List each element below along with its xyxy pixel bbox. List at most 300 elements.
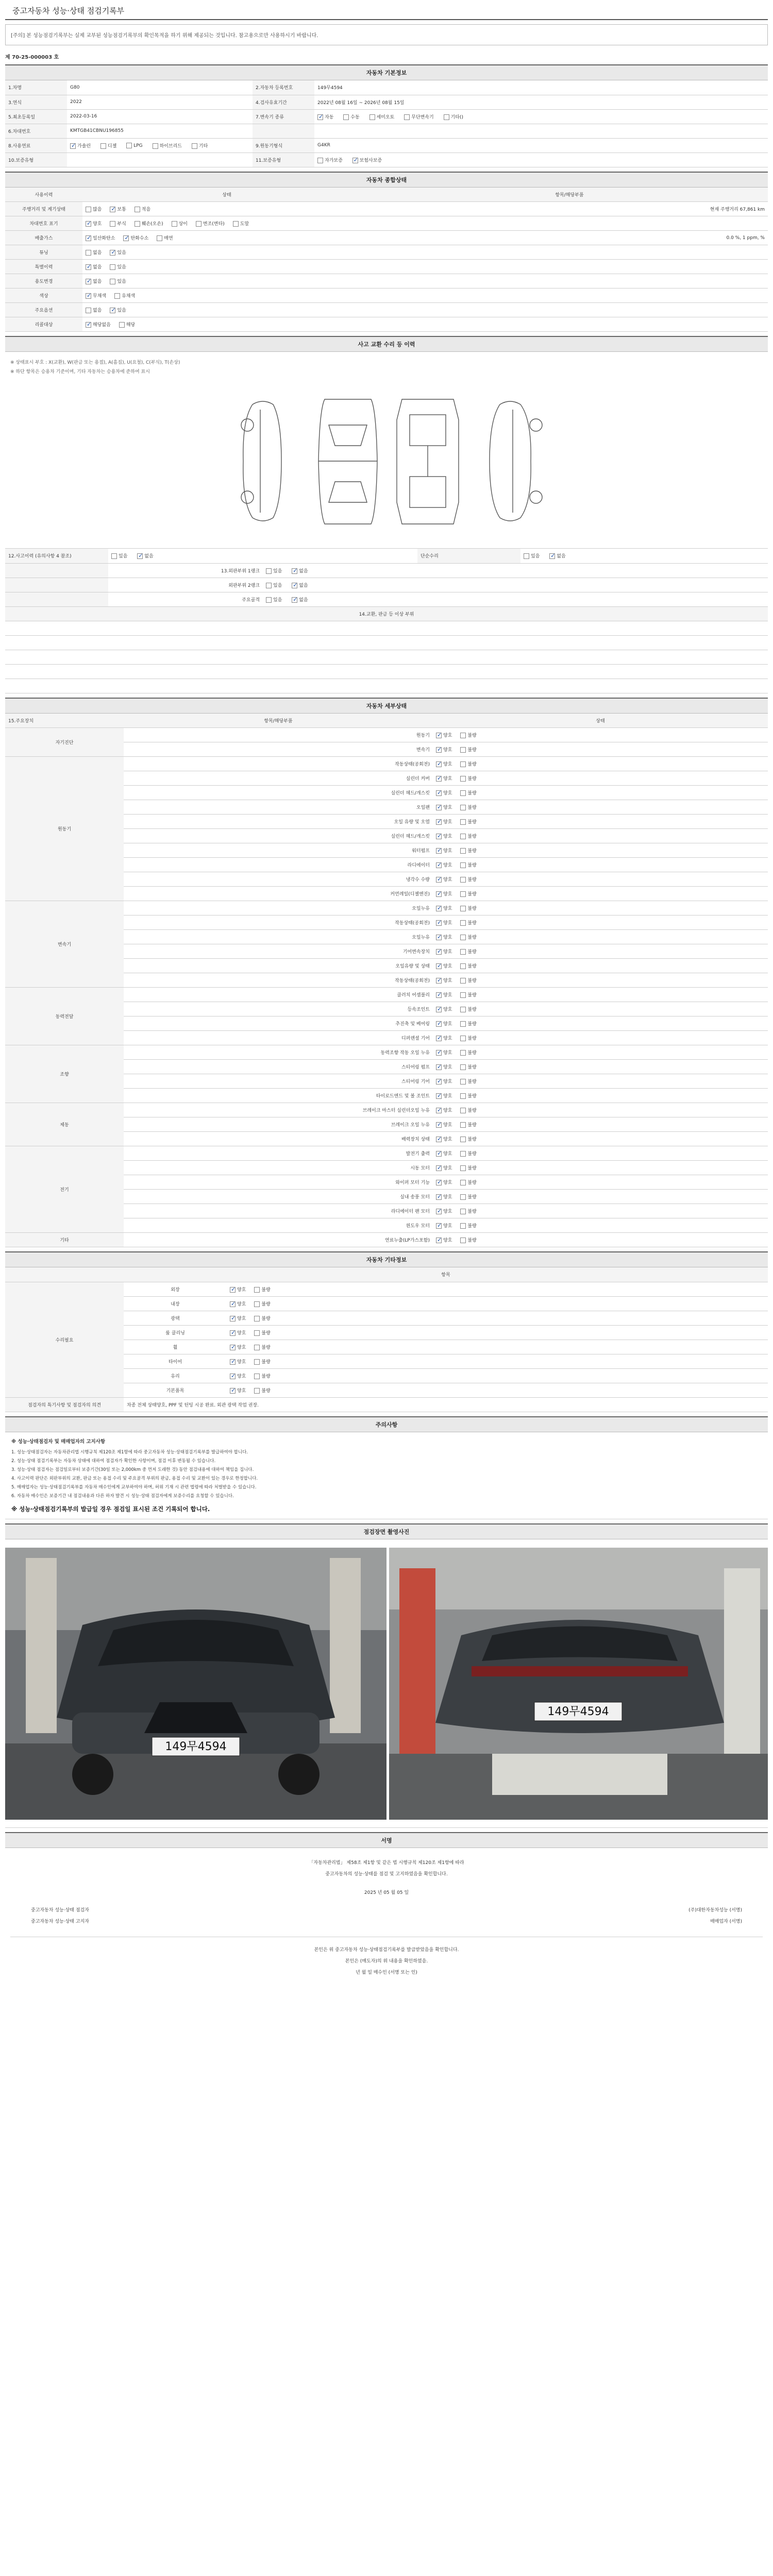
checkbox-option: 불량	[460, 861, 476, 868]
checkbox-option: 없음	[86, 307, 102, 313]
checkbox-icon	[436, 935, 442, 940]
state-cell	[227, 1354, 768, 1368]
field-label: 주요골격	[108, 592, 263, 606]
field-label: 8.사용연료	[5, 138, 67, 152]
item-label: 오일 유량 및 오염	[124, 815, 433, 829]
checkbox-icon	[230, 1316, 236, 1321]
checkbox-icon	[436, 1122, 442, 1128]
checkbox-icon	[254, 1374, 260, 1379]
table-row	[5, 988, 768, 1002]
state-cell	[433, 1146, 768, 1161]
field-value: 2022	[67, 95, 253, 109]
checkbox-icon	[460, 906, 466, 911]
statement-line: 「자동차관리법」 제58조 제1항 및 같은 법 시행규칙 제120조 제1항에 따라	[309, 1860, 464, 1866]
checkbox-option: ✓ 양호	[436, 1150, 452, 1157]
state-cell	[433, 973, 768, 988]
field-label: 9.원동기형식	[253, 138, 314, 152]
checkbox-icon	[230, 1374, 236, 1379]
checkbox-option: ✓ 양호	[436, 746, 452, 753]
state-cell	[433, 901, 768, 916]
basic-info-header: 자동차 기본정보	[5, 65, 768, 80]
table-row	[5, 231, 768, 245]
checkbox-icon	[86, 207, 91, 212]
table-row	[5, 563, 768, 578]
note-cell	[371, 303, 768, 317]
checkbox-icon	[254, 1330, 260, 1336]
item-label: 윈도우 모터	[124, 1218, 433, 1233]
checkbox-option: ✓ 양호	[436, 818, 452, 825]
checkbox-icon	[460, 1223, 466, 1229]
state-cell	[433, 1233, 768, 1247]
checkbox-option: ✓ 양호	[230, 1358, 246, 1365]
checkbox-option: ✓ 양호	[436, 1208, 452, 1214]
checkbox-icon	[460, 1064, 466, 1070]
checkbox-option: 불량	[460, 1092, 476, 1099]
table-row	[5, 1146, 768, 1161]
state-cell	[433, 1190, 768, 1204]
checkbox-option: 불량	[254, 1344, 270, 1350]
checkbox-icon	[436, 1223, 442, 1229]
precautions-header: 주의사항	[5, 1417, 768, 1432]
table-row	[5, 317, 768, 332]
checkbox-option: 불량	[460, 1222, 476, 1229]
item-label: 오일누유	[124, 901, 433, 916]
checkbox-option: ✓ 양호	[436, 789, 452, 796]
table-row	[5, 109, 768, 124]
checkbox-option: 불량	[460, 1063, 476, 1070]
checkbox-icon	[86, 308, 91, 313]
photos-area	[5, 1539, 768, 1828]
table-row	[5, 901, 768, 916]
checkbox-icon	[266, 597, 272, 603]
checkbox-icon	[460, 776, 466, 782]
checkbox-icon	[110, 250, 115, 256]
table-row	[5, 245, 768, 260]
detail-condition-section	[5, 698, 768, 1248]
checkbox-icon	[436, 1079, 442, 1084]
checkbox-option: ✓ 양호	[436, 760, 452, 767]
item-label: 등속조인트	[124, 1002, 433, 1016]
state-cell	[433, 757, 768, 771]
checkbox-option: 부식	[110, 220, 126, 227]
checkbox-icon	[436, 963, 442, 969]
checkbox-option: ✓ 일산화탄소	[86, 234, 115, 241]
item-label: 실린더 헤드/개스킷	[124, 786, 433, 800]
accident-history-header: 사고 교환 수리 등 이력	[5, 337, 768, 352]
item-label: 브레이크 오일 누유	[124, 1117, 433, 1132]
checkbox-option: 불량	[460, 789, 476, 796]
table-header-row	[5, 1267, 768, 1282]
checkbox-icon	[436, 1151, 442, 1157]
opinion-label: 점검자의 특기사항 및 점검자의 의견	[5, 1397, 124, 1412]
checkbox-option: ✓ 있음	[110, 249, 126, 256]
group-label: 수리필요	[5, 1282, 124, 1397]
checkbox-icon	[460, 1021, 466, 1027]
checkbox-option: 유채색	[114, 292, 135, 299]
item-label: 실린더 커버	[124, 771, 433, 786]
state-cell	[433, 742, 768, 757]
checkbox-icon	[196, 221, 201, 227]
precaution-line: 4. 사고이력 판단은 외판부위의 교환, 판금 또는 용접 수리 및 주요골격 부위의 판금, 용접 수리 및 교환이 있는 경우로 한정합니다.	[11, 1476, 258, 1481]
table-row	[5, 289, 768, 303]
state-cell	[433, 959, 768, 973]
license-plate-text: 149무4594	[165, 1740, 227, 1753]
checkbox-option: 변조(변타)	[196, 220, 225, 227]
field-label: 외판부위 2랭크	[108, 578, 263, 592]
opinion-text: 차종 전체 상태양호, PPF 및 틴팅 시공 완료. 외관 광택 작업 권장.	[124, 1397, 768, 1412]
checkbox-option: 불량	[460, 732, 476, 738]
checkbox-icon	[436, 1064, 442, 1070]
group-label: 기타	[5, 1233, 124, 1247]
note-cell	[371, 216, 768, 231]
checkbox-option: 있음	[110, 278, 126, 284]
row-label: 주요옵션	[5, 303, 82, 317]
table-header-row	[5, 188, 768, 202]
state-cell	[433, 1060, 768, 1074]
field-label: 3.연식	[5, 95, 67, 109]
detail-condition-table	[5, 714, 768, 1248]
checkbox-option: 불량	[460, 775, 476, 782]
item-label: 스티어링 펌프	[124, 1060, 433, 1074]
checkbox-option: 불량	[460, 962, 476, 969]
group-label: 동력전달	[5, 988, 124, 1045]
options-cell	[82, 231, 371, 245]
rear-photo	[389, 1548, 768, 1820]
field-label: 13.외판부위 1랭크	[108, 563, 263, 578]
checkbox-icon	[172, 221, 177, 227]
checkbox-icon	[86, 264, 91, 270]
checkbox-option: ✓ 무채색	[86, 292, 106, 299]
state-cell	[433, 1002, 768, 1016]
checkbox-icon	[460, 992, 466, 998]
photos-header: 점검장면 촬영사진	[5, 1524, 768, 1539]
checkbox-icon	[86, 235, 91, 241]
item-label: 시동 모터	[124, 1161, 433, 1175]
item-label: 오일팬	[124, 800, 433, 815]
general-condition-section	[5, 172, 768, 332]
checkbox-option: 불량	[460, 1020, 476, 1027]
table-row	[5, 606, 768, 621]
checkbox-icon	[460, 1180, 466, 1185]
checkbox-icon	[110, 308, 115, 313]
checkbox-option: ✓ 양호	[436, 833, 452, 839]
checkbox-icon	[135, 221, 140, 227]
column-header: 사용이력	[5, 188, 82, 202]
checkbox-icon	[436, 805, 442, 810]
checkbox-icon	[317, 158, 323, 163]
signer-label: 중고자동차 성능·상태 점검자	[31, 1907, 89, 1913]
checkbox-option: ✓ 양호	[436, 1092, 452, 1099]
checkbox-icon	[460, 761, 466, 767]
options-cell: 있음 ✓ 없음	[263, 592, 417, 606]
item-label: 작동상태(공회전)	[124, 757, 433, 771]
statement-line: 중고자동차의 성능·상태를 점검 및 고지하였음을 확인합니다.	[325, 1871, 448, 1877]
field-label: 11.보증유형	[253, 152, 314, 167]
state-cell	[433, 1045, 768, 1060]
checkbox-icon	[254, 1388, 260, 1394]
checkbox-option: ✓ 양호	[230, 1329, 246, 1336]
note-cell	[371, 289, 768, 303]
checkbox-option: 불량	[460, 818, 476, 825]
checkbox-icon	[230, 1388, 236, 1394]
checkbox-icon	[460, 862, 466, 868]
checkbox-option: ✓ 양호	[436, 1107, 452, 1113]
row-label: 색상	[5, 289, 82, 303]
checkbox-icon	[254, 1345, 260, 1350]
checkbox-icon	[233, 221, 239, 227]
field-label: 1.차명	[5, 80, 67, 95]
state-cell	[433, 930, 768, 944]
field-value: 149무4594	[314, 80, 510, 95]
field-value: 2022-03-16	[67, 109, 253, 124]
state-cell	[433, 829, 768, 843]
basic-info-table	[5, 80, 768, 167]
table-row	[5, 757, 768, 771]
accident-history-section	[5, 336, 768, 693]
state-cell	[227, 1325, 768, 1340]
checkbox-option: 불량	[460, 991, 476, 998]
state-cell	[433, 728, 768, 742]
item-label: 클러치 어셈블리	[124, 988, 433, 1002]
checkbox-icon	[436, 747, 442, 753]
checkbox-icon	[230, 1287, 236, 1293]
options-cell	[82, 317, 371, 332]
field-value: G80	[67, 80, 253, 95]
checkbox-icon	[110, 207, 115, 212]
checkbox-icon	[436, 1036, 442, 1041]
checkbox-option: 불량	[460, 1049, 476, 1056]
buyer-line: 본인은 (매도자)의 위 내용을 확인하였음.	[345, 1958, 428, 1964]
options-cell: 있음 ✓ 없음	[108, 549, 263, 563]
checkbox-icon	[460, 949, 466, 955]
note-cell: 현재 주행거리 67,861 km	[371, 202, 768, 216]
item-label: 오일유량 및 상태	[124, 959, 433, 973]
checkbox-icon	[86, 279, 91, 284]
checkbox-icon	[460, 1122, 466, 1128]
field-label: 10.보증유형	[5, 152, 67, 167]
checkbox-option: ✓ 양호	[436, 890, 452, 897]
state-cell	[433, 843, 768, 858]
checkbox-icon	[110, 264, 115, 270]
item-label: 유리	[124, 1368, 227, 1383]
precautions-title: ※ 성능·상태점검자 및 매매업자의 고지사항	[11, 1438, 106, 1445]
checkbox-option: 불량	[460, 746, 476, 753]
state-cell	[433, 1117, 768, 1132]
column-header: 15.주요장치	[5, 714, 124, 728]
checkbox-icon	[86, 322, 91, 328]
item-label: 오일누유	[124, 930, 433, 944]
state-cell	[433, 944, 768, 959]
checkbox-option: 불량	[460, 890, 476, 897]
options-cell: 있음 ✓ 없음	[520, 549, 768, 563]
checkbox-icon	[230, 1330, 236, 1336]
state-cell	[227, 1296, 768, 1311]
table-row	[5, 216, 768, 231]
state-cell	[433, 1204, 768, 1218]
general-condition-header: 자동차 종합상태	[5, 173, 768, 188]
checkbox-icon	[86, 250, 91, 256]
checkbox-icon	[436, 862, 442, 868]
checkbox-icon	[110, 221, 115, 227]
table-row	[5, 274, 768, 289]
subsection-title: 14.교환, 판금 등 이상 부위	[5, 606, 768, 621]
column-header: 항목/해당부품	[124, 714, 433, 728]
state-cell	[433, 858, 768, 872]
checkbox-icon	[157, 235, 162, 241]
checkbox-option: 상이	[172, 220, 188, 227]
checkbox-option: 불량	[254, 1358, 270, 1365]
checkbox-icon	[70, 143, 76, 149]
state-cell	[433, 887, 768, 901]
state-cell	[227, 1311, 768, 1325]
checkbox-icon	[460, 1007, 466, 1012]
table-row	[5, 303, 768, 317]
checkbox-icon	[460, 963, 466, 969]
checkbox-option: 불량	[460, 833, 476, 839]
checkbox-option: 있음	[110, 263, 126, 270]
checkbox-option: ✓ 양호	[436, 934, 452, 940]
checkbox-icon	[135, 207, 140, 212]
checkbox-option: 불량	[460, 905, 476, 911]
fuel-options: ✓ 가솔린 디젤 LPG 하이브리드 기타	[67, 138, 253, 152]
checkbox-icon	[460, 1209, 466, 1214]
checkbox-icon	[460, 1036, 466, 1041]
checkbox-option: 훼손(오손)	[135, 220, 163, 227]
checkbox-option: ✓ 양호	[436, 1035, 452, 1041]
checkbox-option: ✓ 있음	[110, 307, 126, 313]
checkbox-icon	[254, 1301, 260, 1307]
checkbox-icon	[460, 790, 466, 796]
checkbox-icon	[460, 805, 466, 810]
extra-info-table	[5, 1267, 768, 1412]
field-label: 2.자동차 등록번호	[253, 80, 314, 95]
checkbox-icon	[343, 114, 349, 120]
checkbox-icon	[436, 761, 442, 767]
checkbox-option: 많음	[86, 206, 102, 212]
signer-label: 중고자동차 성능·상태 고지자	[31, 1919, 89, 1924]
item-label: 작동상태(공회전)	[124, 916, 433, 930]
precautions-body	[5, 1432, 768, 1519]
item-label: 연료누출(LP가스포함)	[124, 1233, 433, 1247]
checkbox-icon	[352, 158, 358, 163]
state-cell	[433, 771, 768, 786]
checkbox-icon	[153, 143, 158, 149]
item-label: 광택	[124, 1311, 227, 1325]
item-label: 라디에이터 팬 모터	[124, 1204, 433, 1218]
checkbox-icon	[460, 978, 466, 984]
checkbox-icon	[436, 1007, 442, 1012]
state-cell	[227, 1282, 768, 1296]
precautions-section	[5, 1416, 768, 1519]
table-row	[5, 1103, 768, 1117]
state-cell	[433, 1132, 768, 1146]
checkbox-option: 불량	[460, 1035, 476, 1041]
state-cell	[433, 1161, 768, 1175]
field-value: 2022년 08월 16일 ~ 2026년 08월 15일	[314, 95, 510, 109]
checkbox-option: ✓ 해당없음	[86, 321, 111, 328]
item-label: 배력장치 상태	[124, 1132, 433, 1146]
item-label: 추진축 및 베어링	[124, 1016, 433, 1031]
signature-area	[5, 1848, 768, 2013]
group-label: 변속기	[5, 901, 124, 988]
checkbox-icon	[266, 583, 272, 588]
precaution-line: 5. 매매업자는 성능·상태점검기록부를 자동차 매수인에게 교부하여야 하며, 허위 기재 시 관련 법령에 따라 처벌받을 수 있습니다.	[11, 1484, 257, 1490]
checkbox-icon	[436, 992, 442, 998]
checkbox-option: 불량	[460, 1150, 476, 1157]
options-cell	[82, 245, 371, 260]
item-label: 실린더 헤드/개스킷	[124, 829, 433, 843]
checkbox-icon	[436, 978, 442, 984]
item-label: 발전기 출력	[124, 1146, 433, 1161]
checkbox-icon	[436, 733, 442, 738]
checkbox-icon	[192, 143, 197, 149]
checkbox-icon	[126, 143, 132, 148]
checkbox-icon	[254, 1287, 260, 1293]
checkbox-icon	[460, 877, 466, 883]
checkbox-icon	[110, 279, 115, 284]
column-header: 항목	[124, 1267, 768, 1282]
checkbox-icon	[100, 143, 106, 149]
checkbox-icon	[460, 920, 466, 926]
item-label: 원동기	[124, 728, 433, 742]
precaution-line: 3. 성능·상태 점검자는 점검일로부터 보증기간(30일 또는 2,000km 중 먼저 도래한 것) 동안 점검내용에 대하여 책임을 집니다.	[11, 1467, 254, 1472]
checkbox-icon	[266, 568, 272, 574]
sign-date: 2025 년 05 월 05 일	[364, 1890, 409, 1895]
checkbox-option: 불량	[460, 847, 476, 854]
state-cell	[433, 1089, 768, 1103]
checkbox-icon	[137, 553, 143, 559]
item-label: 냉각수 수량	[124, 872, 433, 887]
item-label: 변속기	[124, 742, 433, 757]
checkbox-option: 불량	[460, 977, 476, 984]
table-header-row	[5, 714, 768, 728]
group-label: 전기	[5, 1146, 124, 1233]
checkbox-option: ✓ 양호	[436, 977, 452, 984]
document-number: 제 70-25-000003 호	[5, 55, 59, 60]
checkbox-icon	[436, 920, 442, 926]
precaution-line: 1. 성능·상태점검자는 자동차관리법 시행규칙 제120조 제1항에 따라 중고자동차 성능·상태점검기록부를 발급하여야 합니다.	[11, 1449, 248, 1455]
checkbox-option: ✓ 양호	[230, 1300, 246, 1307]
checkbox-option: ✓ 양호	[436, 1063, 452, 1070]
item-label: 동력조향 작동 오일 누유	[124, 1045, 433, 1060]
signature-section	[5, 1832, 768, 2013]
field-value: G4KR	[314, 138, 510, 152]
checkbox-icon	[119, 322, 125, 328]
row-label: 배출가스	[5, 231, 82, 245]
item-label: 룸 클리닝	[124, 1325, 227, 1340]
checkbox-option: 불량	[254, 1372, 270, 1379]
options-cell	[82, 260, 371, 274]
checkbox-option: 불량	[460, 804, 476, 810]
options-cell	[82, 274, 371, 289]
checkbox-option: 불량	[460, 876, 476, 883]
buyer-line: 본인은 위 중고자동차 성능·상태점검기록부를 발급받았음을 확인합니다.	[10, 1937, 763, 1956]
checkbox-option: 불량	[460, 1179, 476, 1185]
group-label: 조향	[5, 1045, 124, 1103]
checkbox-option: ✓ 양호	[436, 1222, 452, 1229]
table-row	[5, 1397, 768, 1412]
general-condition-table	[5, 188, 768, 332]
state-cell	[227, 1340, 768, 1354]
checkbox-option: ✓ 양호	[230, 1344, 246, 1350]
checkbox-option: ✓ 양호	[230, 1286, 246, 1293]
checkbox-icon	[436, 1180, 442, 1185]
checkbox-option: 불량	[460, 1193, 476, 1200]
state-cell	[227, 1383, 768, 1397]
checkbox-icon	[460, 1093, 466, 1099]
table-row	[5, 1233, 768, 1247]
note-cell	[371, 274, 768, 289]
